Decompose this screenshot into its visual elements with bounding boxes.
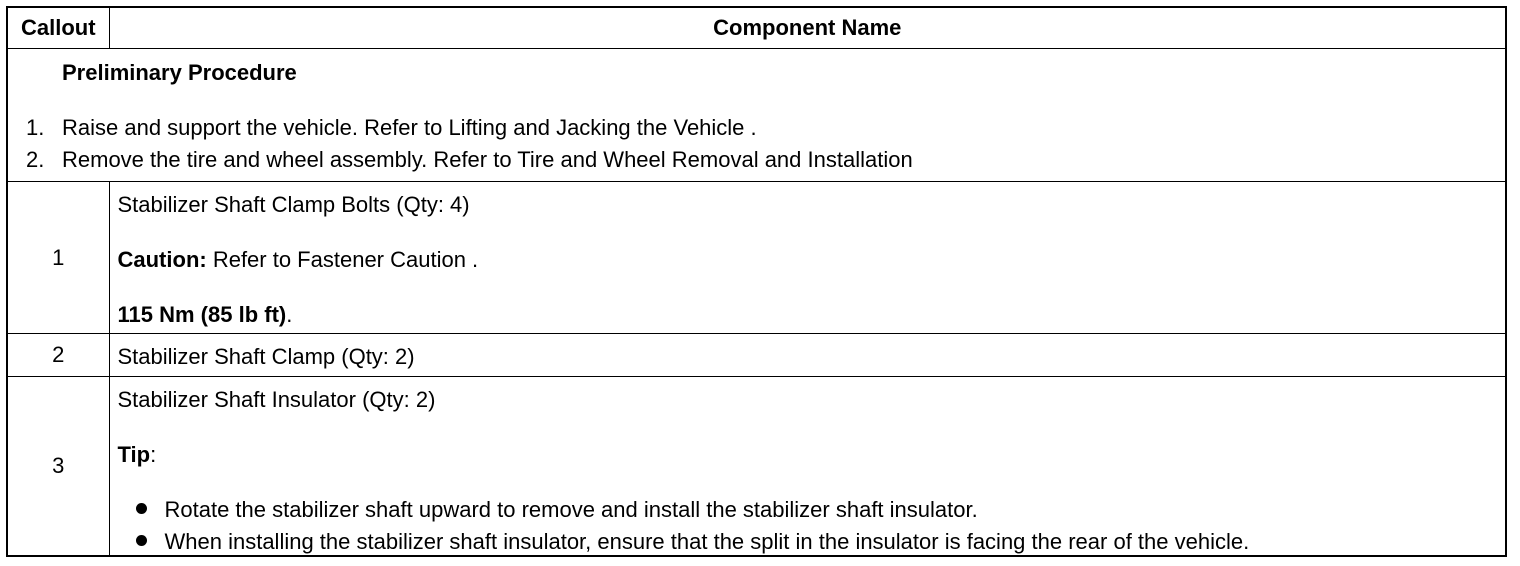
table-row [8, 377, 1505, 556]
procedure-table [6, 6, 1507, 557]
bullet-icon [136, 535, 147, 546]
bullet-icon [136, 503, 147, 514]
step-number: 2. [26, 147, 45, 172]
step-text: Remove the tire and wheel assembly. Refer to Tire and Wheel Removal and Installation [62, 147, 913, 172]
callout-cell: 2 [8, 334, 109, 377]
component-name: Stabilizer Shaft Insulator (Qty: 2) [117, 387, 436, 412]
tip-suffix: : [150, 442, 157, 467]
tip-note [118, 442, 157, 468]
tip-text: Rotate the stabilizer shaft upward to remove and install the stabilizer shaft insulator. [164, 497, 978, 522]
caution-note [118, 247, 479, 273]
preliminary-procedure-row [8, 49, 1505, 182]
table-header-row [8, 8, 1505, 49]
preliminary-procedure-cell [8, 49, 1505, 182]
step-text: Raise and support the vehicle. Refer to Lifting and Jacking the Vehicle . [62, 115, 757, 140]
component-name-column-header: Component Name [109, 8, 1505, 49]
component-cell [109, 377, 1505, 556]
torque-suffix: . [286, 302, 293, 327]
components-table [8, 8, 1505, 555]
torque-value: 115 Nm (85 lb ft) [117, 302, 287, 327]
list-item [136, 497, 978, 523]
preliminary-procedure-title: Preliminary Procedure [62, 60, 297, 85]
list-item [136, 529, 1250, 555]
callout-cell: 3 [8, 377, 109, 556]
table-row [8, 334, 1505, 377]
callout-column-header: Callout [8, 8, 109, 49]
component-name: Stabilizer Shaft Clamp (Qty: 2) [117, 344, 415, 369]
tip-text: When installing the stabilizer shaft insulator, ensure that the split in the insulator is facing the rear of the vehicle. [164, 529, 1250, 554]
preliminary-step-1 [26, 115, 757, 141]
table-row [8, 182, 1505, 334]
tip-label: Tip [117, 442, 151, 467]
callout-cell: 1 [8, 182, 109, 334]
torque-spec [118, 302, 293, 328]
caution-label: Caution: [117, 247, 207, 272]
component-name: Stabilizer Shaft Clamp Bolts (Qty: 4) [117, 192, 470, 217]
step-number: 1. [26, 115, 45, 140]
component-cell [109, 182, 1505, 334]
component-cell [109, 334, 1505, 377]
caution-text: Refer to Fastener Caution . [206, 247, 479, 272]
preliminary-step-2 [26, 147, 913, 173]
